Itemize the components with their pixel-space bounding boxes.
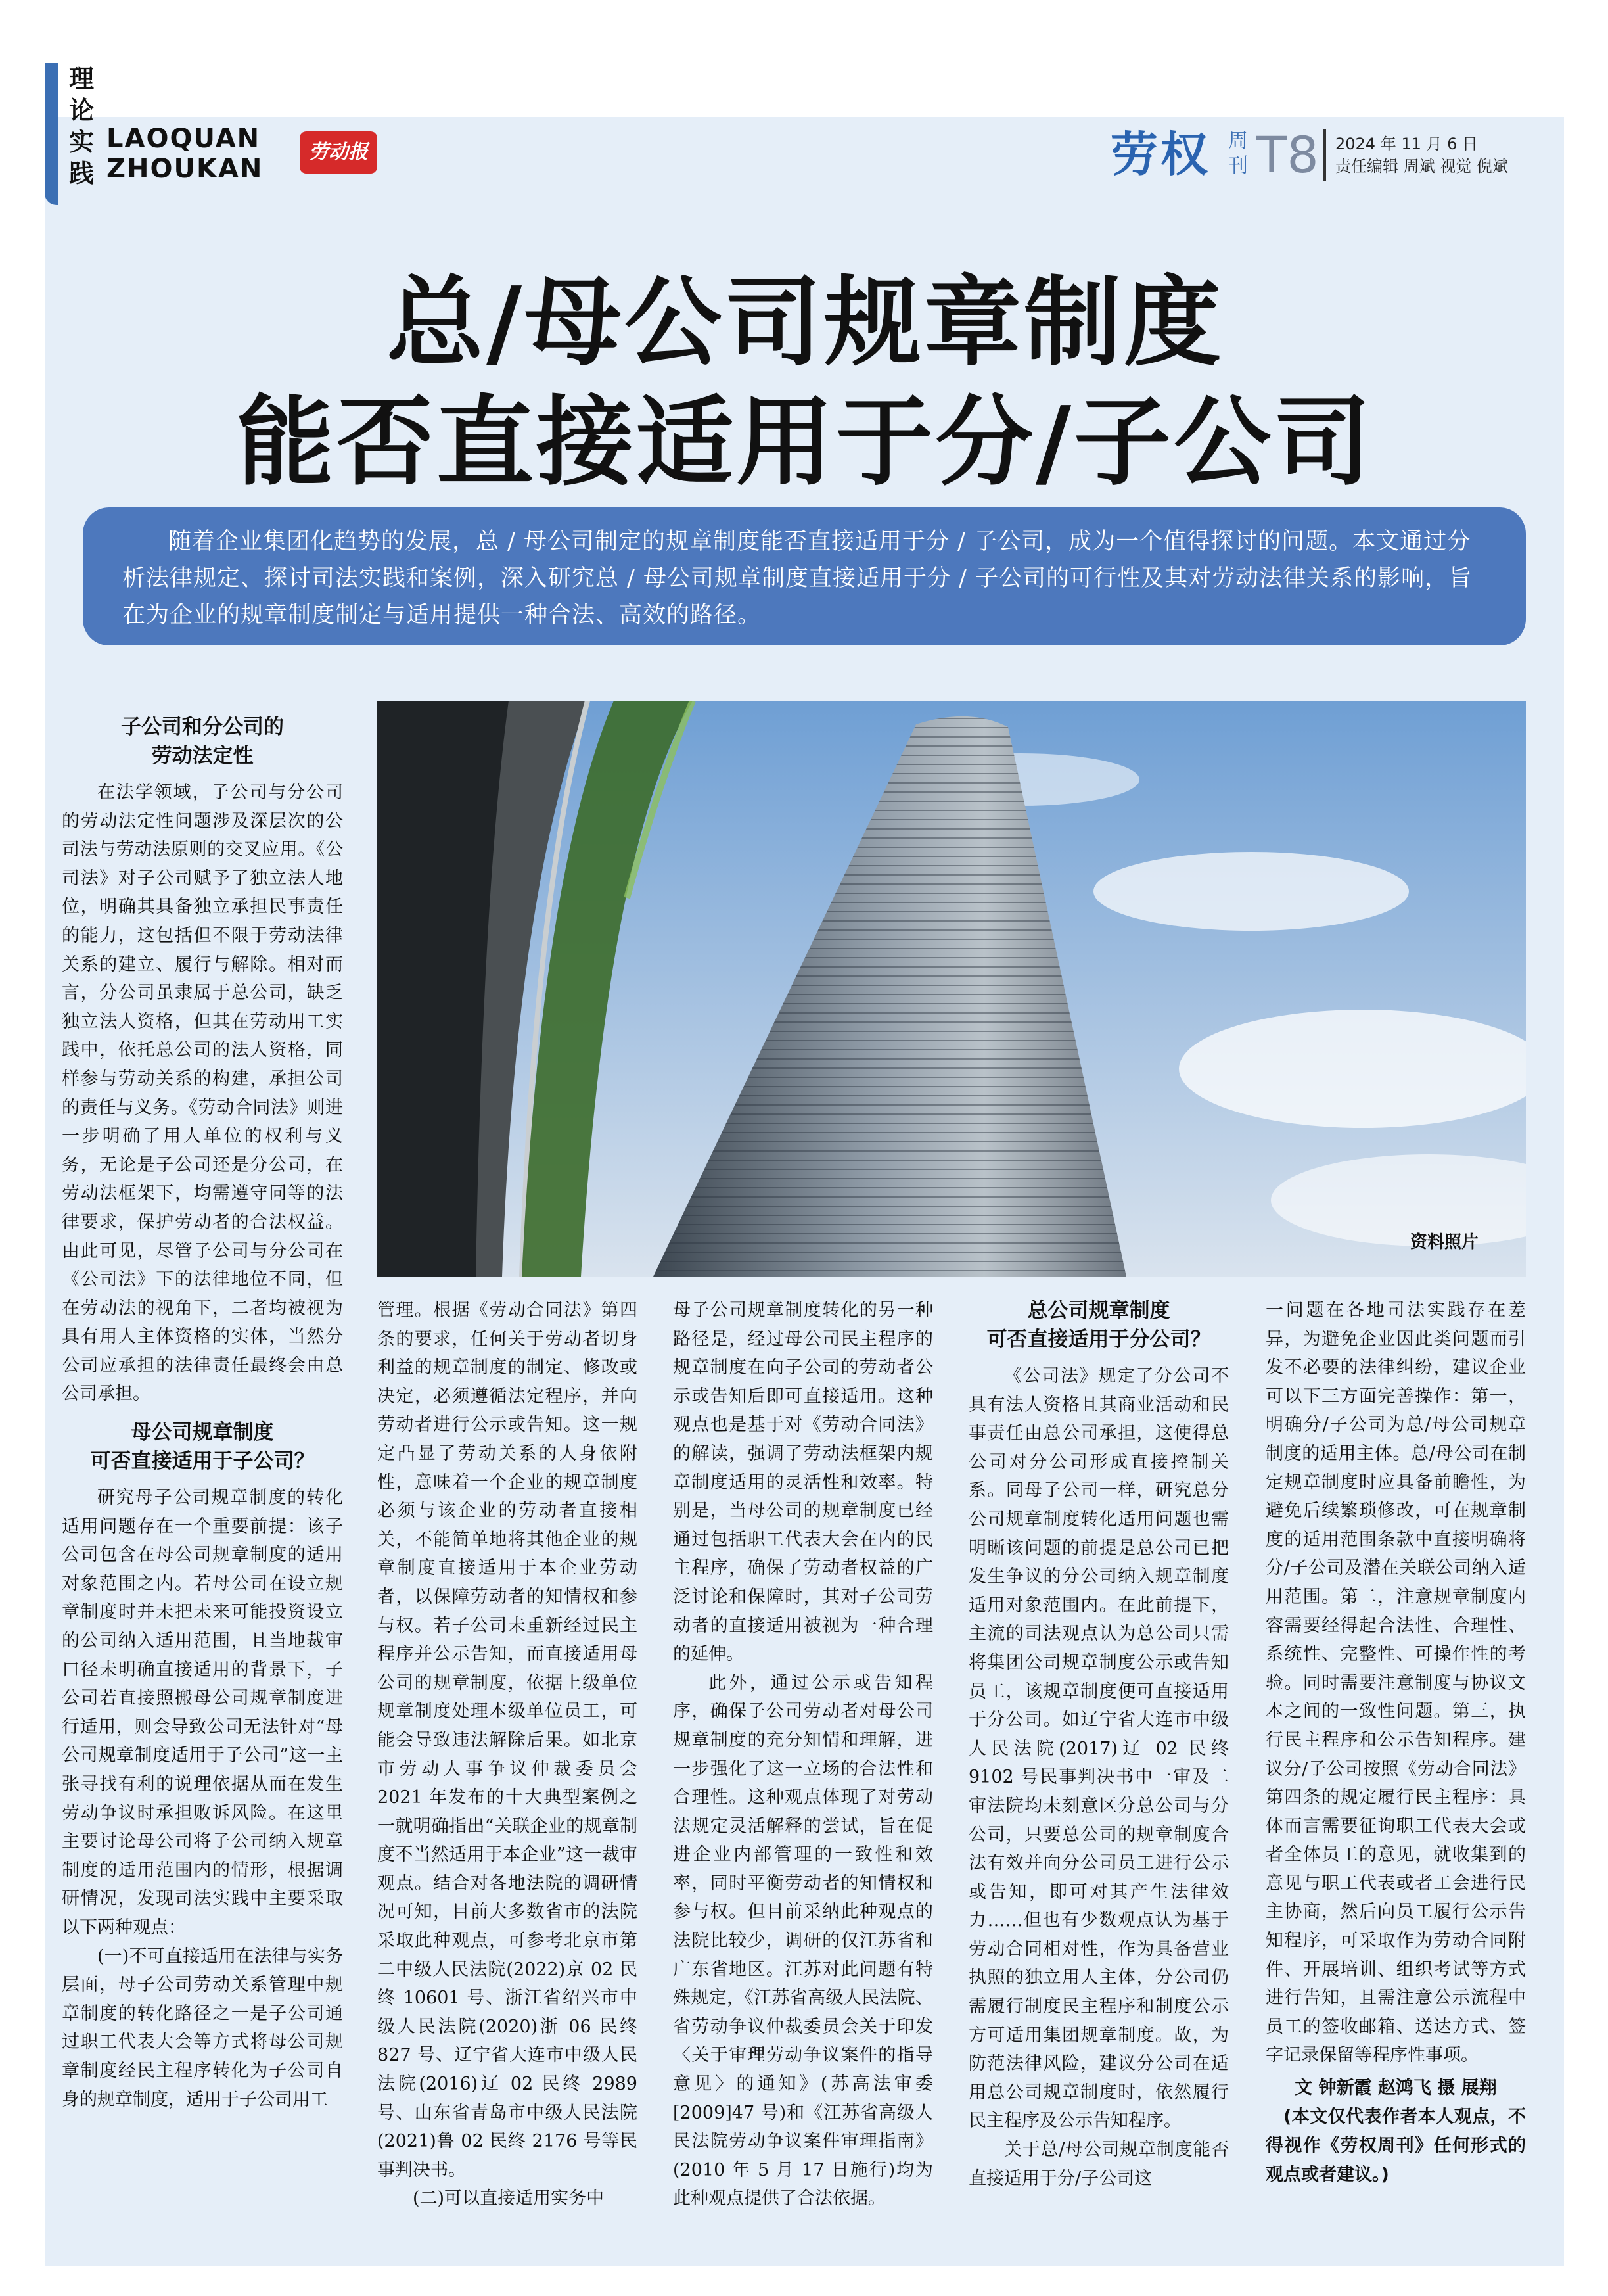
article-photo (377, 701, 1526, 1277)
article-column-2 (377, 1296, 637, 2213)
masthead-accent-bar (45, 63, 58, 205)
paragraph: 此外，通过公示或告知程序，确保子公司劳动者对母公司规章制度的充分知情和理解，进一步强化了这一立场的合法性和合理性。这种观点体现了对劳动法规定灵活解释的尝试，旨在促进企业内部管理的一致性和效率，同时平衡劳动者的知情权和参与权。但目前采纳此种观点的法院比较少，调研的仅江苏省和广东省地区。江苏对此问题有特殊规定，《江苏省高级人民法院、省劳动争议仲裁委员会关于印发〈关于审理劳动争议案件的指导意见〉的通知》(苏高法审委[2009]47 号)和《江苏省高级人民法院劳动争议案件审理指南》(2010 年 5 月 17 日施行)均为此种观点提供了合法依据。 (673, 1672, 933, 2209)
article-column-4 (969, 1296, 1229, 2193)
paragraph: 母子公司规章制度转化的另一种路径是，经过母公司民主程序的规章制度在向子公司的劳动者公示或告知后即可直接适用。这种观点也是基于对《劳动合同法》的解读，强调了劳动法框架内规章制度适用的灵活性和效率。特别是，当母公司的规章制度已经通过包括职工代表大会在内的民主程序，确保了劳动者权益的广泛讨论和保障时，其对子公司劳动者的直接适用被视为一种合理的延伸。 (673, 1300, 933, 1665)
paragraph: (二)可以直接适用实务中 (413, 2188, 605, 2209)
article-column-1 (62, 703, 343, 2114)
subheading-subsidiary-branch: 子公司和分公司的 劳动法定性 (121, 715, 284, 768)
section-name: 劳权 (1111, 127, 1211, 182)
disclaimer-note: (本文仅代表作者本人观点，不得视作《劳权周刊》任何形式的观点或者建议。) (1266, 2106, 1526, 2185)
paragraph: 一问题在各地司法实践存在差异，为避免企业因此类问题而引发不必要的法律纠纷，建议企业可以下三方面完善操作：第一，明确分/子公司为总/母公司规章制度的适用主体。总/母公司在制定规章制度时应具备前瞻性，为避免后续繁琐修改，可在规章制度的适用范围条款中直接明确将分/子公司及潜在关联公司纳入适用范围。第二，注意规章制度内容需要经得起合法性、合理性、系统性、完整性、可操作性的考验。同时需要注意制度与协议文本之间的一致性问题。第三，执行民主程序和公示告知程序。建议分/子公司按照《劳动合同法》第四条的规定履行民主程序：具体而言需要征询职工代表大会或者全体员工的意见，就收集到的意见与职工代表或者工会进行民主协商，然后向员工履行公示告知程序，可采取作为劳动合同附件、开展培训、组织考试等方式进行告知，且需注意公示流程中员工的签收邮箱、送达方式、签字记录保留等程序性事项。 (1266, 1300, 1526, 2066)
subheading-head-to-branch: 总公司规章制度 可否直接适用于分公司？ (986, 1299, 1211, 1351)
newspaper-logo: 劳动报 (300, 131, 377, 174)
page-number: T8 (1256, 126, 1319, 184)
masthead-right (1111, 125, 1531, 185)
title-line-2: 能否直接适用于分/子公司 (236, 386, 1374, 499)
article-column-3 (673, 1296, 933, 2213)
article-title (131, 263, 1479, 502)
subheading-parent-to-subsidiary: 母公司规章制度 可否直接适用于子公司？ (90, 1420, 315, 1474)
editor-credits: 责任编辑 周斌 视觉 倪斌 (1335, 157, 1508, 176)
issue-meta (1335, 133, 1508, 177)
paragraph: 《公司法》规定了分公司不具有法人资格且其商业活动和民事责任由总公司承担，这使得总公司对分公司形成直接控制关系。同母子公司一样，研究总分公司规章制度转化适用问题也需明晰该问题的前提是总公司已把发生争议的分公司纳入规章制度适用对象范围内。在此前提下，主流的司法观点认为总公司只需将集团公司规章制度公示或告知员工，该规章制度便可直接适用于分公司。如辽宁省大连市中级人民法院(2017)辽 02 民终 9102 号民事判决书中一审及二审法院均未刻意区分总公司与分公司，只要总公司的规章制度合法有效并向分公司员工进行公示或告知，即可对其产生法律效力……但也有少数观点认为基于劳动合同相对性，作为具备营业执照的独立用人主体，分公司仍需履行制度民主程序和制度公示方可适用集团规章制度。故，为防范法律风险，建议分公司在适用总公司规章制度时，依然履行民主程序及公示告知程序。 (969, 1366, 1229, 2132)
article-lead: 随着企业集团化趋势的发展，总 / 母公司制定的规章制度能否直接适用于分 / 子公司，成为一个值得探讨的问题。本文通过分析法律规定、探讨司法实践和案例，深入研究总 / 母公司规章制度直接适用于分 / 子公司的可行性及其对劳动法律关系的影响，旨在为企业的规章制度制定与适用提供一种合法、高效的路径。 (83, 507, 1526, 645)
skyscraper-illustration (377, 701, 1526, 1277)
header-divider (1323, 129, 1326, 181)
paragraph: 在法学领域，子公司与分公司的劳动法定性问题涉及深层次的公司法与劳动法原则的交叉应用。《公司法》对子公司赋予了独立法人地位，明确其具备独立承担民事责任的能力，这包括但不限于劳动法律关系的建立、履行与解除。相对而言，分公司虽隶属于总公司，缺乏独立法人资格，但其在劳动用工实践中，依托总公司的法人资格，同样参与劳动关系的构建，承担公司的责任与义务。《劳动合同法》则进一步明确了用人单位的权利与义务，无论是子公司还是分公司，在劳动法框架下，均需遵守同等的法律要求，保护劳动者的合法权益。由此可见，尽管子公司与分公司在《公司法》下的法律地位不同，但在劳动法的视角下，二者均被视为具有用人主体资格的实体，当然分公司应承担的法律责任最终会由总公司承担。 (62, 782, 343, 1405)
photo-caption: 资料照片 (1410, 1232, 1479, 1252)
masthead-left (45, 63, 268, 205)
column-type-label: 理 论 实 践 (68, 64, 94, 188)
paragraph: 研究母子公司规章制度的转化适用问题存在一个重要前提：该子公司包含在母公司规章制度的适用对象范围之内。若母公司在设立规章制度时并未把未来可能投资设立的公司纳入适用范围，且当地裁审口径未明确直接适用的背景下，子公司若直接照搬母公司规章制度进行适用，则会导致公司无法针对“母公司规章制度适用于子公司”这一主张寻找有利的说理依据从而在发生劳动争议时承担败诉风险。在这里主要讨论母公司将子公司纳入规章制度的适用范围内的情形，根据调研情况，发现司法实践中主要采取以下两种观点： (62, 1488, 343, 1938)
paragraph: (一)不可直接适用在法律与实务层面，母子公司劳动关系管理中规章制度的转化路径之一是子公司通过职工代表大会等方式将母公司规章制度经民主程序转化为子公司自身的规章制度，适用于子公司用工 (62, 1946, 343, 2110)
title-line-1: 总/母公司规章制度 (386, 266, 1224, 379)
brand-english (106, 124, 263, 184)
paragraph: 管理。根据《劳动合同法》第四条的要求，任何关于劳动者切身利益的规章制度的制定、修改或决定，必须遵循法定程序，并向劳动者进行公示或告知。这一规定凸显了劳动关系的人身依附性，意味着一个企业的规章制度必须与该企业的劳动者直接相关，不能简单地将其他企业的规章制度直接适用于本企业劳动者，以保障劳动者的知情权和参与权。若子公司未重新经过民主程序并公示告知，而直接适用母公司的规章制度，依据上级单位规章制度处理本级单位员工，可能会导致违法解除后果。如北京市劳动人事争议仲裁委员会 2021 年发布的十大典型案例之一就明确指出“关联企业的规章制度不当然适用于本企业”这一裁审观点。结合对各地法院的调研情况可知，目前大多数省市的法院采取此种观点，可参考北京市第二中级人民法院(2022)京 02 民终 10601 号、浙江省绍兴市中级人民法院(2020)浙 06 民终 827 号、辽宁省大连市中级人民法院(2016)辽 02 民终 2989 号、山东省青岛市中级人民法院(2021)鲁 02 民终 2176 号等民事判决书。 (377, 1300, 637, 2180)
brand-english-line1: LAOQUAN (106, 124, 261, 154)
brand-english-line2: ZHOUKAN (106, 154, 264, 184)
section-subtitle: 周刊 (1228, 129, 1248, 177)
author-byline: 文 钟新霞 赵鸿飞 摄 展翔 (1295, 2078, 1497, 2099)
article-column-5 (1266, 1296, 1526, 2190)
paragraph: 关于总/母公司规章制度能否直接适用于分/子公司这 (969, 2140, 1229, 2189)
issue-date: 2024 年 11 月 6 日 (1335, 135, 1479, 153)
